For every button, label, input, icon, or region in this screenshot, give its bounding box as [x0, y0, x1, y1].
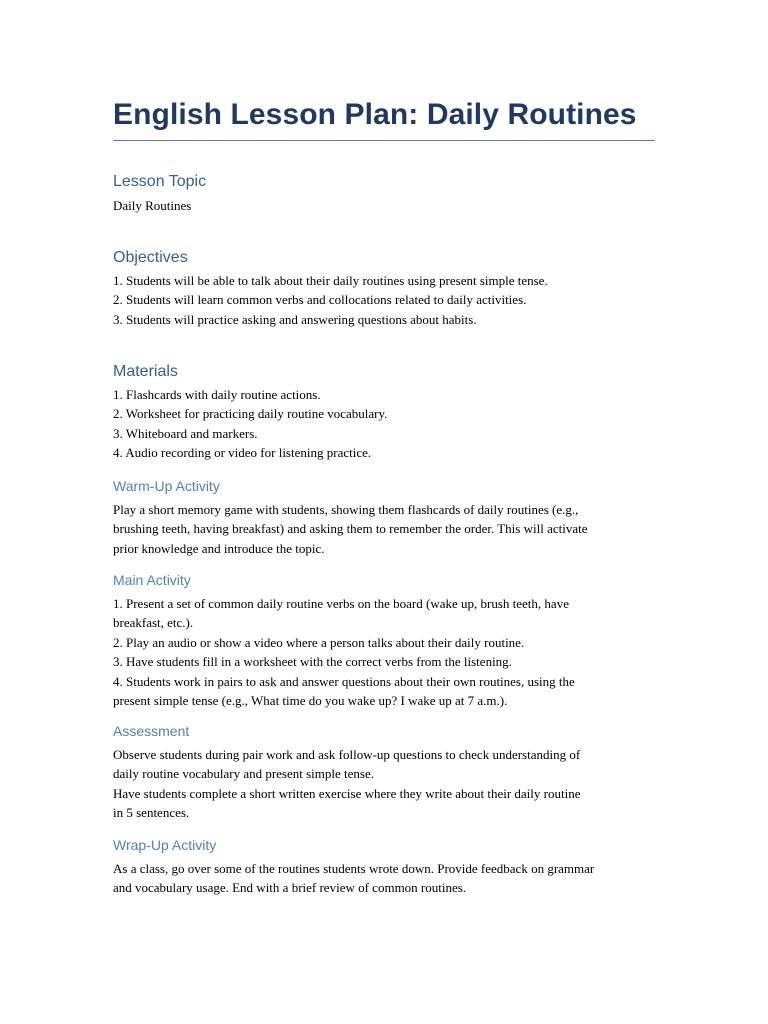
list-item: 2. Play an audio or show a video where a person talks about their daily routine. [113, 634, 525, 650]
paragraph-line: brushing teeth, having breakfast) and asking them to remember the order. This will activate [113, 521, 588, 537]
list-item: 1. Flashcards with daily routine actions. [113, 387, 321, 402]
section-lesson-topic [113, 172, 655, 215]
list-item: 3. Students will practice asking and answering questions about habits. [113, 311, 477, 327]
list-item: 1. Students will be able to talk about their daily routines using present simple tense. [113, 273, 548, 288]
document-page [113, 96, 655, 896]
section-main-activity [113, 571, 655, 710]
section-heading: Wrap-Up Activity [113, 837, 217, 853]
section-objectives [113, 248, 655, 329]
section-heading: Main Activity [113, 572, 191, 588]
list-item: breakfast, etc.). [113, 615, 194, 631]
list-item: 3. Whiteboard and markers. [113, 425, 258, 441]
list-item: 4. Students work in pairs to ask and answer questions about their own routines, using the [113, 673, 575, 689]
list-item: 1. Present a set of common daily routine verbs on the board (wake up, brush teeth, have [113, 596, 569, 611]
paragraph-line: in 5 sentences. [113, 805, 190, 821]
paragraph-line: Observe students during pair work and ask follow-up questions to check understanding of [113, 747, 581, 762]
section-materials [113, 362, 655, 463]
list-item: 4. Audio recording or video for listening practice. [113, 445, 372, 461]
document-title: English Lesson Plan: Daily Routines [113, 96, 655, 141]
list-item: 3. Have students fill in a worksheet with the correct verbs from the listening. [113, 654, 512, 670]
paragraph-line: Have students complete a short written exercise where they write about their daily routine [113, 785, 581, 801]
list-item: present simple tense (e.g., What time do you wake up? I wake up at 7 a.m.). [113, 693, 508, 709]
list-item: 2. Worksheet for practicing daily routine vocabulary. [113, 406, 388, 422]
section-warm-up-activity [113, 477, 655, 558]
paragraph-line: As a class, go over some of the routines students wrote down. Provide feedback on grammar [113, 861, 595, 876]
section-heading: Warm-Up Activity [113, 478, 220, 494]
section-heading: Assessment [113, 723, 190, 739]
paragraph-line: Play a short memory game with students, showing them flashcards of daily routines (e.g., [113, 502, 579, 517]
list-item: 2. Students will learn common verbs and collocations related to daily activities. [113, 292, 527, 308]
section-heading: Lesson Topic [113, 173, 207, 190]
paragraph-line: Daily Routines [113, 198, 192, 213]
section-wrap-up-activity [113, 836, 655, 898]
section-assessment [113, 722, 655, 823]
paragraph-line: prior knowledge and introduce the topic. [113, 540, 325, 556]
paragraph-line: daily routine vocabulary and present simple tense. [113, 766, 375, 782]
section-heading: Objectives [113, 249, 188, 266]
paragraph-line: and vocabulary usage. End with a brief review of common routines. [113, 880, 467, 896]
section-heading: Materials [113, 363, 178, 380]
